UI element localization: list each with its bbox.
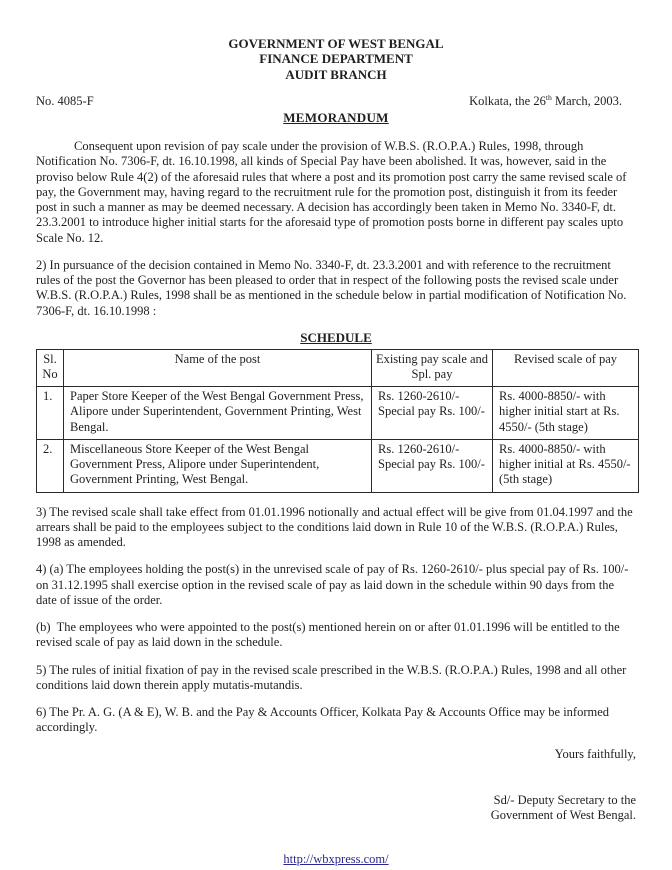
header-line-department: FINANCE DEPARTMENT [259, 51, 413, 67]
header-line-government: GOVERNMENT OF WEST BENGAL [228, 36, 444, 51]
signature-line-2: Government of West Bengal. [490, 808, 636, 823]
column-header-post-name: Name of the post [64, 349, 372, 387]
paragraph-2: 2) In pursuance of the decision contained in Memo No. 3340-F, dt. 23.3.2001 and with reference to the recruitment rules of the post the Governor has been pleased to order that in respect of the following posts the revised scale under W.B.S. (R.O.P.A.) Rules, 1998 shall be as mentioned in the schedule below in partial modification of Notification No. 7306-F, dt. 16.10.1998 : [36, 257, 630, 318]
cell-sl-no: 2. [37, 439, 64, 492]
memo-number: No. 4085-F [36, 93, 94, 108]
column-header-sl-no: Sl. No [37, 349, 64, 387]
document-header [36, 36, 636, 82]
reference-row [36, 94, 636, 109]
schedule-table [36, 349, 639, 493]
closing-salutation: Yours faithfully, [554, 746, 636, 761]
schedule-title: SCHEDULE [300, 329, 372, 345]
paragraph-5: 5) The rules of initial fixation of pay in the revised scale prescribed in the W.B.S. (R.O.P.A.) Rules, 1998 and all other conditions laid down therein apply mutatis-mutandis. [36, 662, 630, 692]
cell-post-name: Paper Store Keeper of the West Bengal Government Press, Alipore under Superintendent, Government Printing, West Bengal. [64, 387, 372, 440]
table-row [37, 387, 639, 440]
paragraph-4b: (b) The employees who were appointed to the post(s) mentioned herein on or after 01.01.1996 will be entitled to the revised scale of pay as laid down in the schedule. [36, 620, 623, 650]
memorandum-title: MEMORANDUM [283, 110, 389, 126]
place-date [469, 94, 636, 109]
paragraph-6: 6) The Pr. A. G. (A & E), W. B. and the Pay & Accounts Officer, Kolkata Pay & Accounts Office may be informed accordingly. [36, 705, 613, 735]
date-ordinal: th [545, 92, 552, 102]
paragraph-3: 3) The revised scale shall take effect from 01.01.1996 notionally and actual effect will be give from 01.04.1997 and the arrears shall be paid to the employees subject to the conditions laid down in Rule 10 of the W.B.S. (R.O.P.A.) Rules, 1998 as amended. [36, 504, 636, 550]
column-header-existing-scale: Existing pay scale and Spl. pay [372, 349, 493, 387]
signature-line-1: Sd/- Deputy Secretary to the [493, 792, 636, 807]
cell-existing-scale: Rs. 1260-2610/- Special pay Rs. 100/- [372, 439, 493, 492]
paragraph-4a: 4) (a) The employees holding the post(s) in the unrevised scale of pay of Rs. 1260-2610/- plus special pay of Rs. 100/- on 31.12.1995 shall exercise option in the revised scale of pay as laid down in the schedule within 90 days from the date of issue of the order. [36, 562, 632, 607]
column-header-revised-scale: Revised scale of pay [493, 349, 639, 387]
cell-revised-scale: Rs. 4000-8850/- with higher initial at Rs. 4550/- (5th stage) [493, 439, 639, 492]
footer [36, 852, 636, 867]
cell-existing-scale: Rs. 1260-2610/- Special pay Rs. 100/- [372, 387, 493, 440]
date-suffix: March, 2003. [551, 93, 622, 108]
footer-link[interactable]: http://wbxpress.com/ [283, 852, 389, 867]
header-line-branch: AUDIT BRANCH [285, 66, 387, 82]
cell-revised-scale: Rs. 4000-8850/- with higher initial start at Rs. 4550/- (5th stage) [493, 387, 639, 440]
signature-block [36, 793, 636, 824]
paragraph-1: Consequent upon revision of pay scale under the provision of W.B.S. (R.O.P.A.) Rules, 1998, through Notification No. 7306-F, dt. 16.10.1998, all kinds of Special Pay have been abolished. It was, however, said in the proviso below Rule 4(2) of the aforesaid rules that where a post and its promotion post carry the same revised scale of pay, the Government may, having regard to the recruitment rule for the promotion post, distinguish it from its feeder post in such a manner as may be deemed necessary. A decision has accordingly been taken in Memo No. 3340-F, dt. 23.3.2001 to introduce higher initial starts for the aforesaid type of promotion posts borne in different pay scales upto Scale No. 12. [36, 139, 630, 245]
table-row [37, 439, 639, 492]
table-header-row [37, 349, 639, 387]
cell-sl-no: 1. [37, 387, 64, 440]
date-prefix: Kolkata, the 26 [469, 93, 546, 108]
cell-post-name: Miscellaneous Store Keeper of the West Bengal Government Press, Alipore under Superintendent, Government Printing, West Bengal. [64, 439, 372, 492]
